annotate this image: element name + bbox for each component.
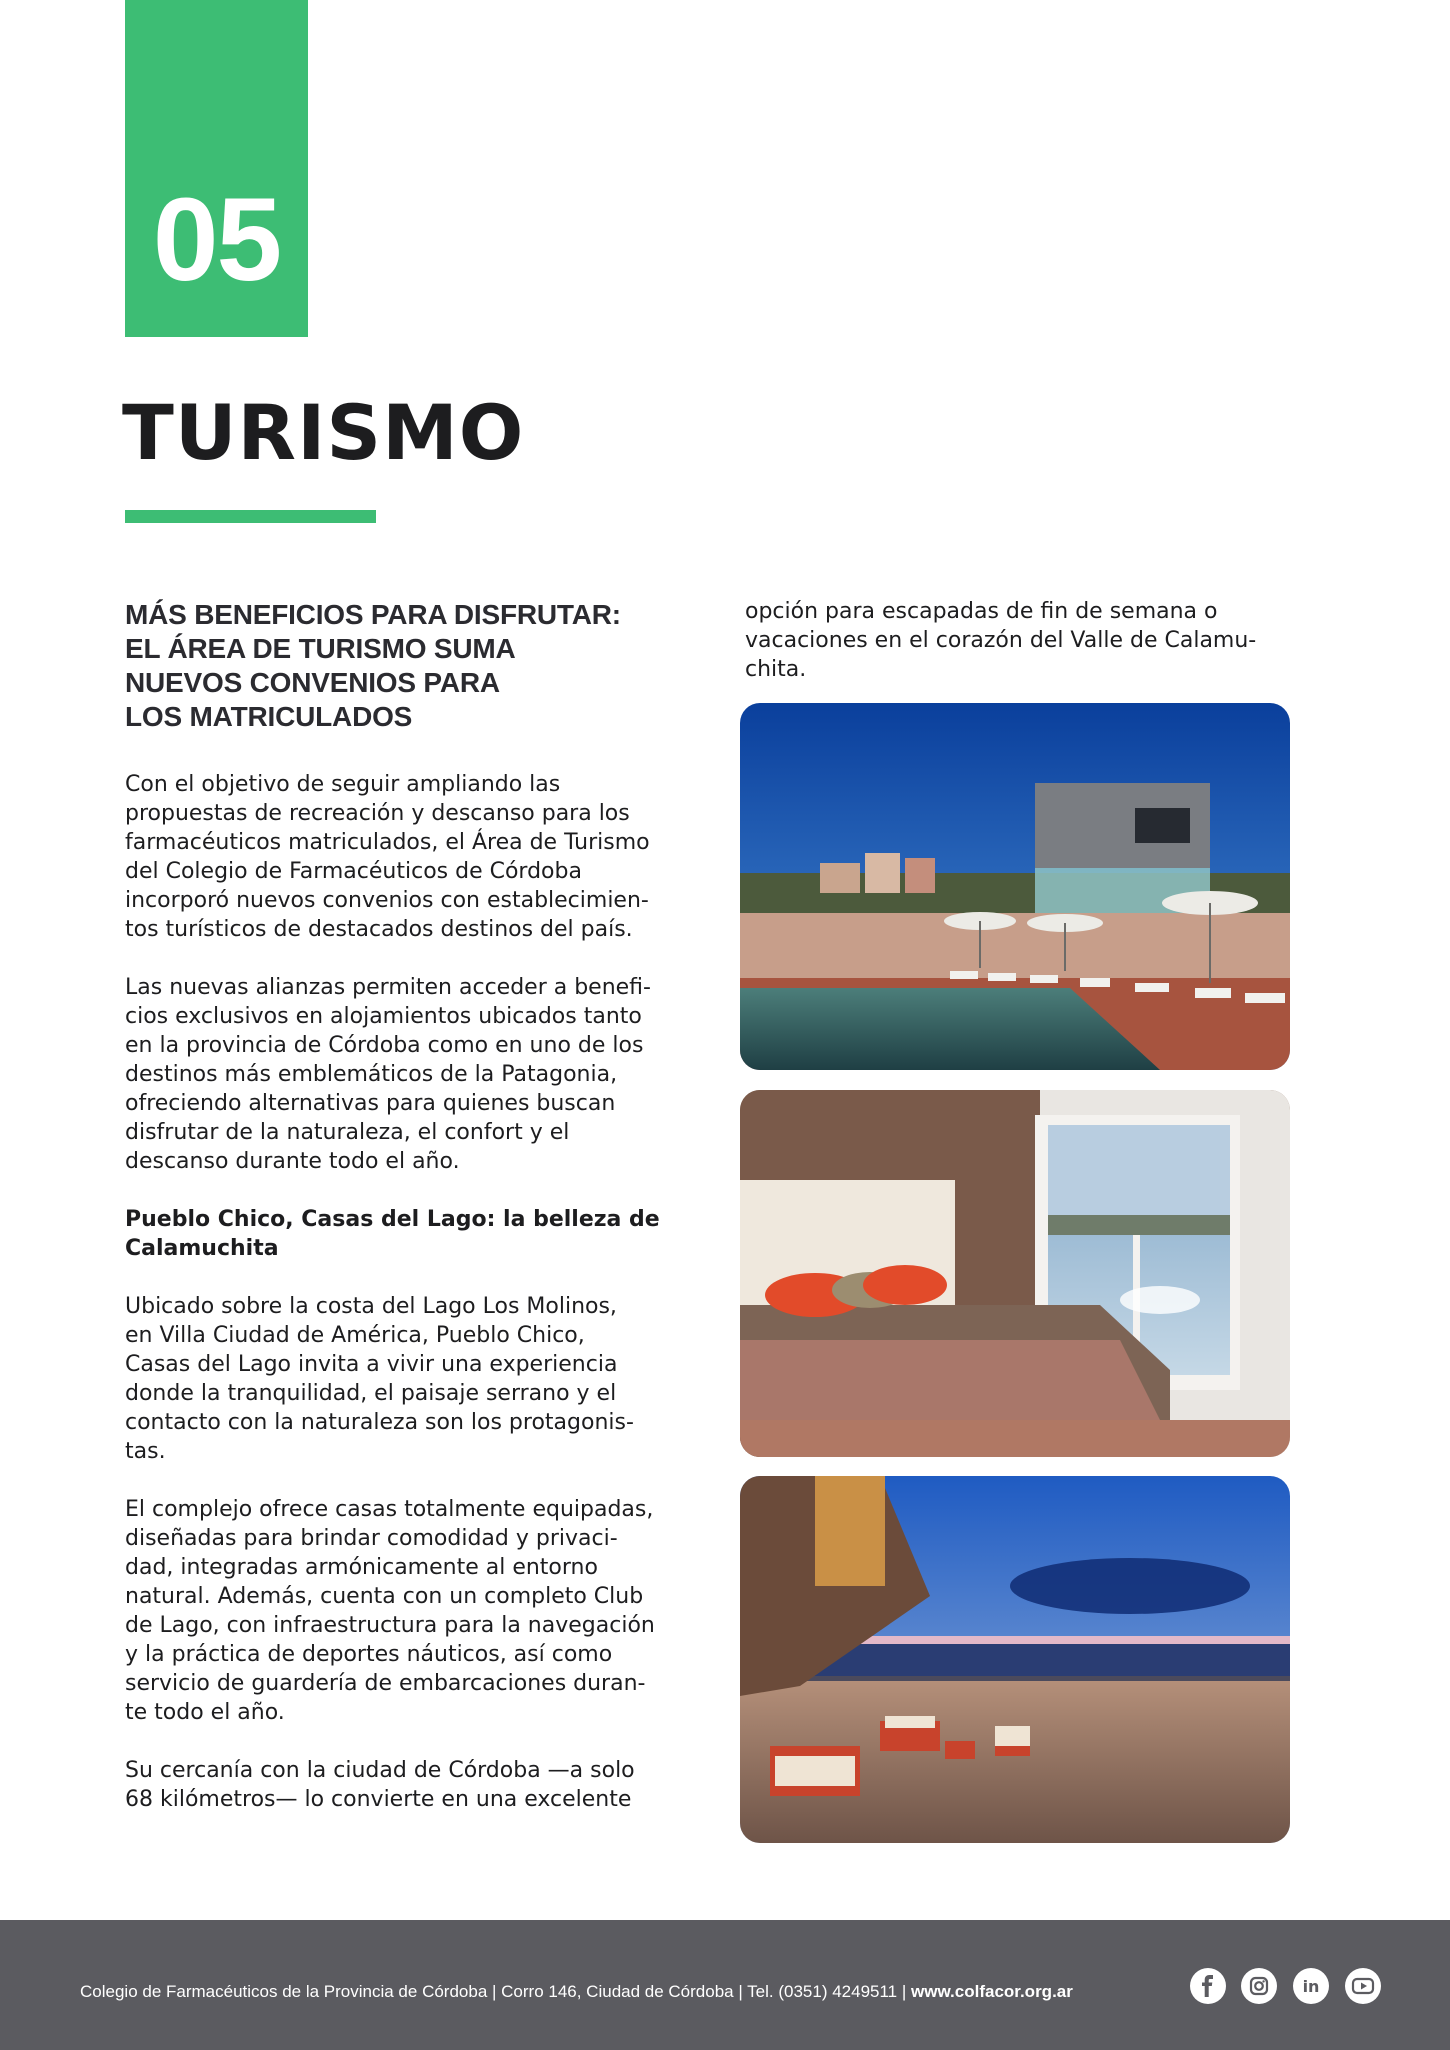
text-line: El complejo ofrece casas totalmente equipadas,: [125, 1497, 654, 1522]
text-line: incorporó nuevos convenios con establecimien-: [125, 888, 649, 913]
heading-line: LOS MATRICULADOS: [125, 701, 413, 732]
text-line: servicio de guardería de embarcaciones duran-: [125, 1671, 646, 1696]
photo-bedroom: [740, 1090, 1290, 1457]
text-line: Ubicado sobre la costa del Lago Los Molinos,: [125, 1294, 617, 1319]
section-number-block: [125, 0, 308, 337]
text-line: cios exclusivos en alojamientos ubicados tanto: [125, 1004, 642, 1029]
text-line: ofreciendo alternativas para quienes buscan: [125, 1091, 616, 1116]
text-line: 68 kilómetros— lo convierte en una excelente: [125, 1787, 632, 1812]
bedroom-image: [740, 1090, 1290, 1457]
section-number: 05: [152, 174, 281, 306]
pool-house-image: [740, 703, 1290, 1070]
text-line: tos turísticos de destacados destinos del país.: [125, 917, 633, 942]
instagram-icon[interactable]: [1241, 1968, 1277, 2004]
svg-text:in: in: [1302, 1977, 1320, 1996]
text-line: contacto con la naturaleza son los protagonis-: [125, 1410, 634, 1435]
subheading-pueblo-chico: [125, 1205, 715, 1263]
title-underline: [125, 510, 376, 523]
paragraph-distance: [125, 1756, 715, 1814]
footer-website-link[interactable]: www.colfacor.org.ar: [911, 1982, 1073, 2001]
text-line: donde la tranquilidad, el paisaje serrano y el: [125, 1381, 617, 1406]
paragraph-alliances: [125, 973, 715, 1176]
heading-line: EL ÁREA DE TURISMO SUMA: [125, 633, 516, 664]
paragraph-complex: [125, 1495, 715, 1727]
text-line: Las nuevas alianzas permiten acceder a benefi-: [125, 975, 651, 1000]
article-left-column: [125, 598, 715, 1843]
facebook-icon[interactable]: [1190, 1968, 1226, 2004]
text-line: disfrutar de la naturaleza, el confort y el: [125, 1120, 570, 1145]
section-title: TURISMO: [122, 388, 525, 477]
heading-line: MÁS BENEFICIOS PARA DISFRUTAR:: [125, 599, 621, 630]
text-line: natural. Además, cuenta con un completo Club: [125, 1584, 644, 1609]
text-line: vacaciones en el corazón del Valle de Calamu-: [745, 628, 1257, 653]
text-line: tas.: [125, 1439, 166, 1464]
text-line: y la práctica de deportes náuticos, así como: [125, 1642, 613, 1667]
paragraph-location: [125, 1292, 715, 1466]
text-line: diseñadas para brindar comodidad y privaci-: [125, 1526, 618, 1551]
text-line: te todo el año.: [125, 1700, 285, 1725]
text-line: dad, integradas armónicamente al entorno: [125, 1555, 598, 1580]
lake-terrace-image: [740, 1476, 1290, 1843]
footer-contact-info: [80, 1982, 1073, 2002]
paragraph-continuation: [745, 597, 1325, 684]
text-line: farmacéuticos matriculados, el Área de Turismo: [125, 830, 650, 855]
text-line: opción para escapadas de fin de semana o: [745, 599, 1218, 624]
text-line: de Lago, con infraestructura para la navegación: [125, 1613, 655, 1638]
footer-address: Colegio de Farmacéuticos de la Provincia de Córdoba | Corro 146, Ciudad de Córdoba | Tel. (0351) 4249511 |: [80, 1982, 911, 2001]
footer: [0, 1920, 1450, 2050]
text-line: Pueblo Chico, Casas del Lago: la belleza de: [125, 1207, 660, 1232]
photo-lake-terrace: [740, 1476, 1290, 1843]
text-line: Su cercanía con la ciudad de Córdoba —a solo: [125, 1758, 635, 1783]
text-line: Con el objetivo de seguir ampliando las: [125, 772, 561, 797]
paragraph-intro: [125, 770, 715, 944]
text-line: chita.: [745, 657, 807, 682]
linkedin-icon[interactable]: [1293, 1968, 1329, 2004]
article-heading: [125, 598, 715, 734]
heading-line: NUEVOS CONVENIOS PARA: [125, 667, 500, 698]
article-right-column: [745, 597, 1325, 684]
text-line: destinos más emblemáticos de la Patagonia,: [125, 1062, 618, 1087]
text-line: del Colegio de Farmacéuticos de Córdoba: [125, 859, 582, 884]
text-line: en la provincia de Córdoba como en uno de los: [125, 1033, 644, 1058]
youtube-icon[interactable]: [1345, 1968, 1381, 2004]
text-line: Calamuchita: [125, 1236, 279, 1261]
text-line: Casas del Lago invita a vivir una experiencia: [125, 1352, 618, 1377]
text-line: propuestas de recreación y descanso para los: [125, 801, 630, 826]
photo-pool-house: [740, 703, 1290, 1070]
text-line: en Villa Ciudad de América, Pueblo Chico,: [125, 1323, 585, 1348]
text-line: descanso durante todo el año.: [125, 1149, 460, 1174]
